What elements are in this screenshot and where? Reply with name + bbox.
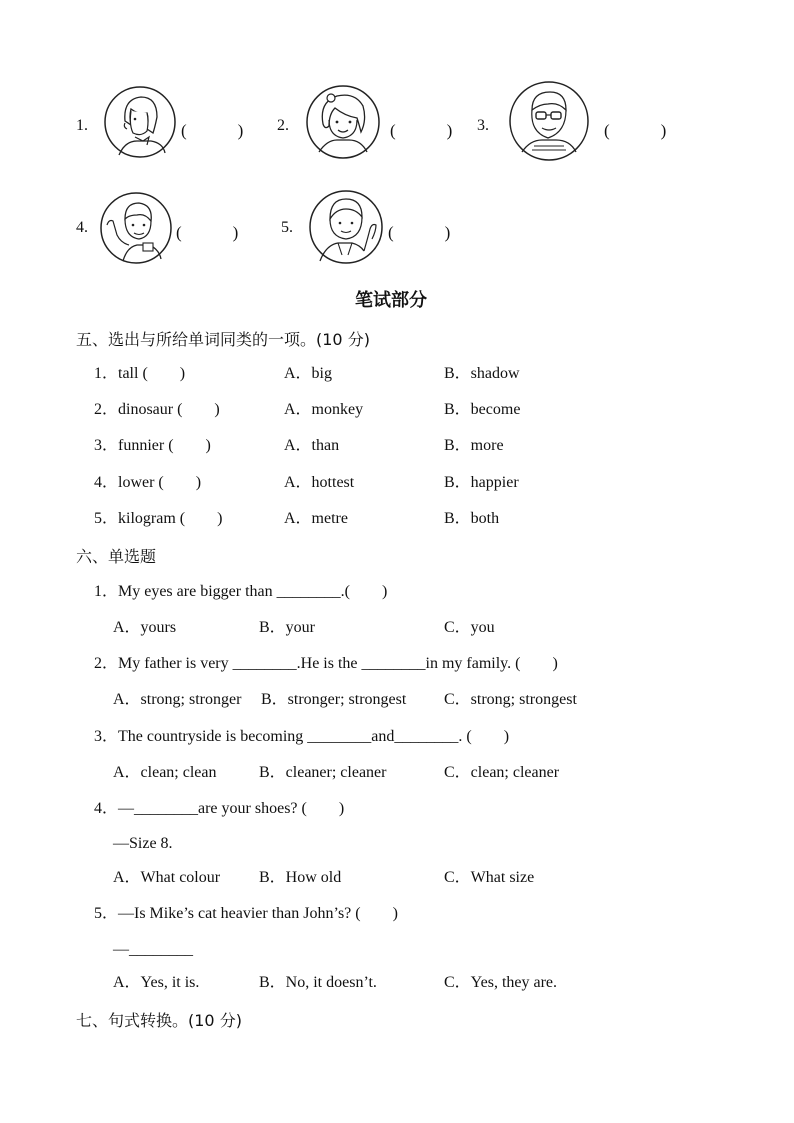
s5-q5-option-b: B．both [444,510,500,527]
listen-item-3-answer-blank[interactable]: ( ) [604,121,667,140]
s6-q2-option-c: C．strong; strongest [444,691,577,708]
s5-q1-option-b: B．shadow [444,365,520,382]
s6-q4-option-a: A．What colour [113,869,221,886]
section-6-heading: 六、单选题 [76,547,157,566]
s6-q5-prompt: 5．—Is Mike’s cat heavier than John’s? ( ) [94,905,398,922]
boy-waving-portrait-icon [99,191,173,265]
s6-q4-option-c: C．What size [444,869,535,886]
s6-q2-option-a: A．strong; stronger [113,691,242,708]
s6-q4-answer-line: —Size 8. [113,835,173,852]
s6-q1-option-b: B．your [259,619,316,636]
written-part-title: 笔试部分 [355,290,427,311]
s5-q5-option-a: A．metre [284,510,348,527]
s6-q4-option-b: B．How old [259,869,342,886]
s6-q5-option-c: C．Yes, they are. [444,974,558,991]
s6-q3-option-c: C．clean; cleaner [444,764,560,781]
listen-item-1-answer-blank[interactable]: ( ) [181,121,244,140]
s5-q1-option-a: A．big [284,365,333,382]
listen-item-5-number: 5. [281,219,293,236]
s6-q3-option-a: A．clean; clean [113,764,217,781]
s6-q2-option-b: B．stronger; strongest [261,691,407,708]
s5-q2-option-b: B．become [444,401,521,418]
listen-item-5-answer-blank[interactable]: ( ) [388,223,451,242]
s5-q2-option-a: A．monkey [284,401,364,418]
s6-q3-prompt: 3．The countryside is becoming ________and________. ( ) [94,728,510,745]
s5-q1-prompt: 1．tall ( ) [94,365,186,382]
boy-glasses-portrait-icon [508,80,590,162]
s5-q4-prompt: 4．lower ( ) [94,474,202,491]
s6-q2-prompt: 2．My father is very ________.He is the ________in my family. ( ) [94,655,558,672]
listen-item-4-number: 4. [76,219,88,236]
listen-item-2-answer-blank[interactable]: ( ) [390,121,453,140]
s5-q5-prompt: 5．kilogram ( ) [94,510,223,527]
listen-item-4-answer-blank[interactable]: ( ) [176,223,239,242]
s6-q5-option-b: B．No, it doesn’t. [259,974,377,991]
s5-q3-prompt: 3．funnier ( ) [94,437,211,454]
girl-side-portrait-icon [103,85,177,159]
s6-q4-prompt: 4．—________are your shoes? ( ) [94,800,345,817]
s5-q4-option-a: A．hottest [284,474,355,491]
girl-curly-hair-portrait-icon [305,84,381,160]
s6-q1-option-c: C．you [444,619,495,636]
s6-q1-prompt: 1．My eyes are bigger than ________.( ) [94,583,388,600]
s5-q3-option-b: B．more [444,437,504,454]
s6-q1-option-a: A．yours [113,619,177,636]
listen-item-2-number: 2. [277,117,289,134]
s5-q2-prompt: 2．dinosaur ( ) [94,401,220,418]
section-7-heading: 七、句式转换。(10 分) [76,1011,242,1030]
s5-q3-option-a: A．than [284,437,340,454]
s5-q4-option-b: B．happier [444,474,519,491]
s6-q3-option-b: B．cleaner; cleaner [259,764,387,781]
listen-item-1-number: 1. [76,117,88,134]
s6-q5-answer-line: —________ [113,941,193,958]
listen-item-3-number: 3. [477,117,489,134]
section-5-heading: 五、选出与所给单词同类的一项。(10 分) [76,330,370,349]
s6-q5-option-a: A．Yes, it is. [113,974,200,991]
man-waving-portrait-icon [308,189,384,265]
